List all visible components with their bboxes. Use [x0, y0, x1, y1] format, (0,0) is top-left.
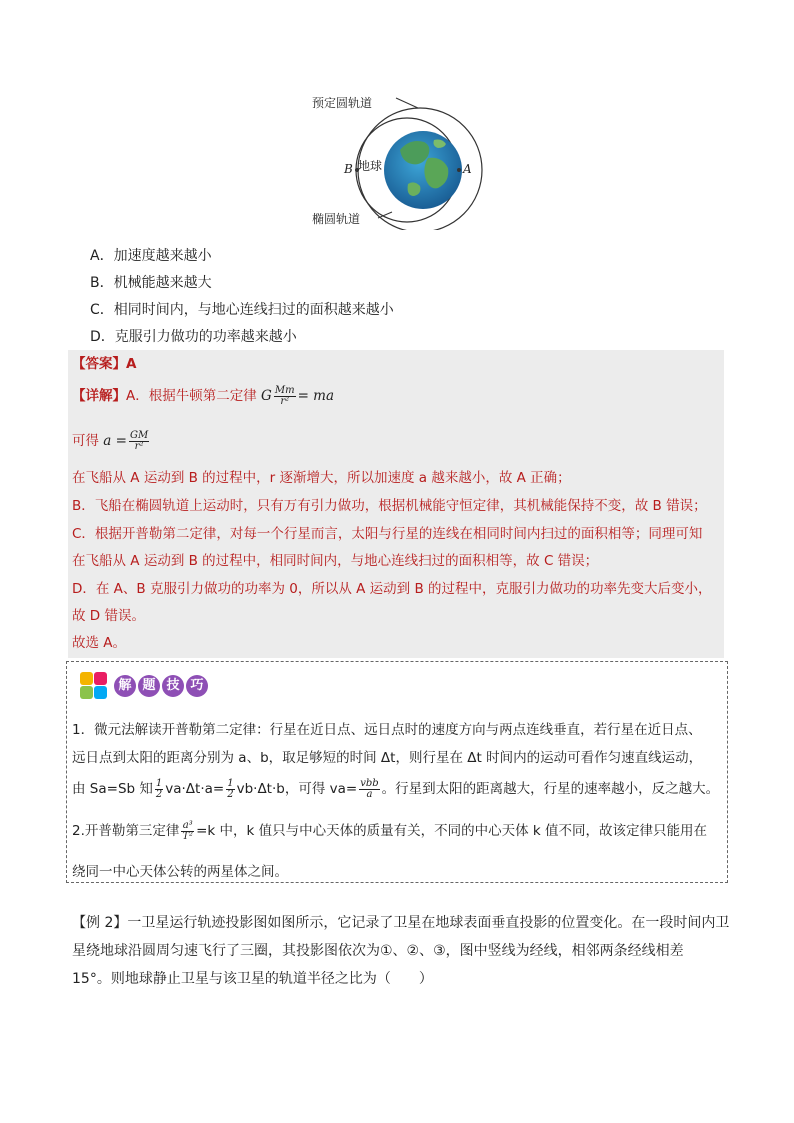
tips-p1-line1: 1．微元法解读开普勒第二定律：行星在近日点、远日点时的速度方向与两点连线垂直，若行星在近日点、: [72, 722, 702, 738]
tips-char-3: 技: [162, 675, 184, 697]
tips-p2-line1-a: 2.开普勒第三定律: [72, 823, 180, 839]
option-b: B．机械能越来越大: [90, 275, 212, 291]
detail-line-1-text: A．根据牛顿第二定律: [126, 388, 257, 404]
tips-p1-line2: 远日点到太阳的距离分别为 a、b，取足够短的时间 Δt，则行星在 Δt 时间内的运动可看作匀速直线运动，: [72, 750, 703, 766]
label-circular-orbit: 预定圆轨道: [312, 96, 373, 110]
tips-p2-line2: 绕同一中心天体公转的两星体之间。: [72, 864, 288, 880]
formula-rhs: = ma: [297, 388, 335, 404]
detail-line-7: D．在 A、B 克服引力做功的功率为 0，所以从 A 运动到 B 的过程中，克服引力做功的功率先变大后变小，: [72, 581, 712, 597]
option-a: A．加速度越来越小: [90, 248, 212, 264]
formula-r2-den: r²: [280, 395, 290, 407]
vb-num: vbb: [360, 777, 379, 789]
tips-p1-line3-c: vb·Δt·b，可得 va=: [236, 781, 358, 797]
detail-label: 【详解】: [72, 388, 126, 404]
half-num-1: 1: [155, 777, 163, 789]
tips-char-2: 题: [138, 675, 160, 697]
option-c: C．相同时间内，与地心连线扫过的面积越来越小: [90, 302, 394, 318]
answer-label: 【答案】A: [72, 356, 137, 372]
kepler-den: T²: [182, 830, 194, 842]
formula-g: G: [261, 388, 272, 404]
half-den-1: 2: [155, 788, 163, 800]
detail-line-4: B．飞船在椭圆轨道上运动时，只有万有引力做功，根据机械能守恒定律，其机械能保持不变，故 B 错误；: [72, 498, 707, 514]
label-point-b: B: [344, 162, 353, 176]
example-line-2: 星绕地球沿圆周匀速飞行了三圈，其投影图依次为①、②、③，图中竖线为经线，相邻两条经线相差: [72, 943, 684, 959]
tips-p1-line3-a: 由 Sa=Sb 知: [72, 781, 153, 797]
tips-title: [114, 675, 210, 697]
formula-gm-num: GM: [129, 429, 149, 441]
tips-p1-line3-b: va·Δt·a=: [165, 781, 225, 797]
detail-line-6: 在飞船从 A 运动到 B 的过程中，相同时间内，与地心连线扫过的面积相等，故 C 错误；: [72, 553, 599, 569]
detail-line-8: 故 D 错误。: [72, 608, 145, 624]
detail-line-9: 故选 A。: [72, 635, 127, 651]
tips-char-4: 巧: [186, 675, 208, 697]
label-elliptical-orbit: 椭圆轨道: [312, 212, 361, 226]
detail-line-1: [72, 381, 334, 411]
formula-r2-den-2: r²: [134, 440, 144, 452]
kepler-num: a³: [182, 819, 193, 831]
detail-line-2: [72, 426, 151, 456]
vb-den: a: [366, 788, 373, 800]
point-a-marker: [457, 168, 461, 172]
formula-a-lhs: a =: [103, 433, 127, 449]
example-line-1: 【例 2】一卫星运行轨迹投影图如图所示，它记录了卫星在地球表面垂直投影的位置变化。在一段时间内卫: [72, 915, 730, 931]
detail-line-3: 在飞船从 A 运动到 B 的过程中，r 逐渐增大，所以加速度 a 越来越小，故 A 正确；: [72, 470, 571, 486]
tips-icon: [80, 672, 108, 700]
label-earth: 地球: [358, 159, 383, 173]
half-den-2: 2: [227, 788, 234, 800]
detail-line-5: C．根据开普勒第二定律，对每一个行星而言，太阳与行星的连线在相同时间内扫过的面积相等；同理可知: [72, 526, 703, 542]
tips-p2-line1: [72, 814, 707, 848]
formula-mm-num: Mm: [274, 384, 295, 396]
tips-p1-line3: [72, 772, 719, 806]
detail-line-2-text: 可得: [72, 433, 99, 449]
tips-char-1: 解: [114, 675, 136, 697]
example-line-3: 15°。则地球静止卫星与该卫星的轨道半径之比为（ ）: [72, 971, 433, 987]
tips-p2-line1-b: =k 中，k 值只与中心天体的质量有关，不同的中心天体 k 值不同，故该定律只能用在: [196, 823, 708, 839]
half-num-2: 1: [227, 777, 234, 789]
option-d: D．克服引力做功的功率越来越小: [90, 329, 297, 345]
label-point-a: A: [463, 162, 472, 176]
tips-p1-line3-d: 。行星到太阳的距离越大，行星的速率越小，反之越大。: [381, 781, 720, 797]
